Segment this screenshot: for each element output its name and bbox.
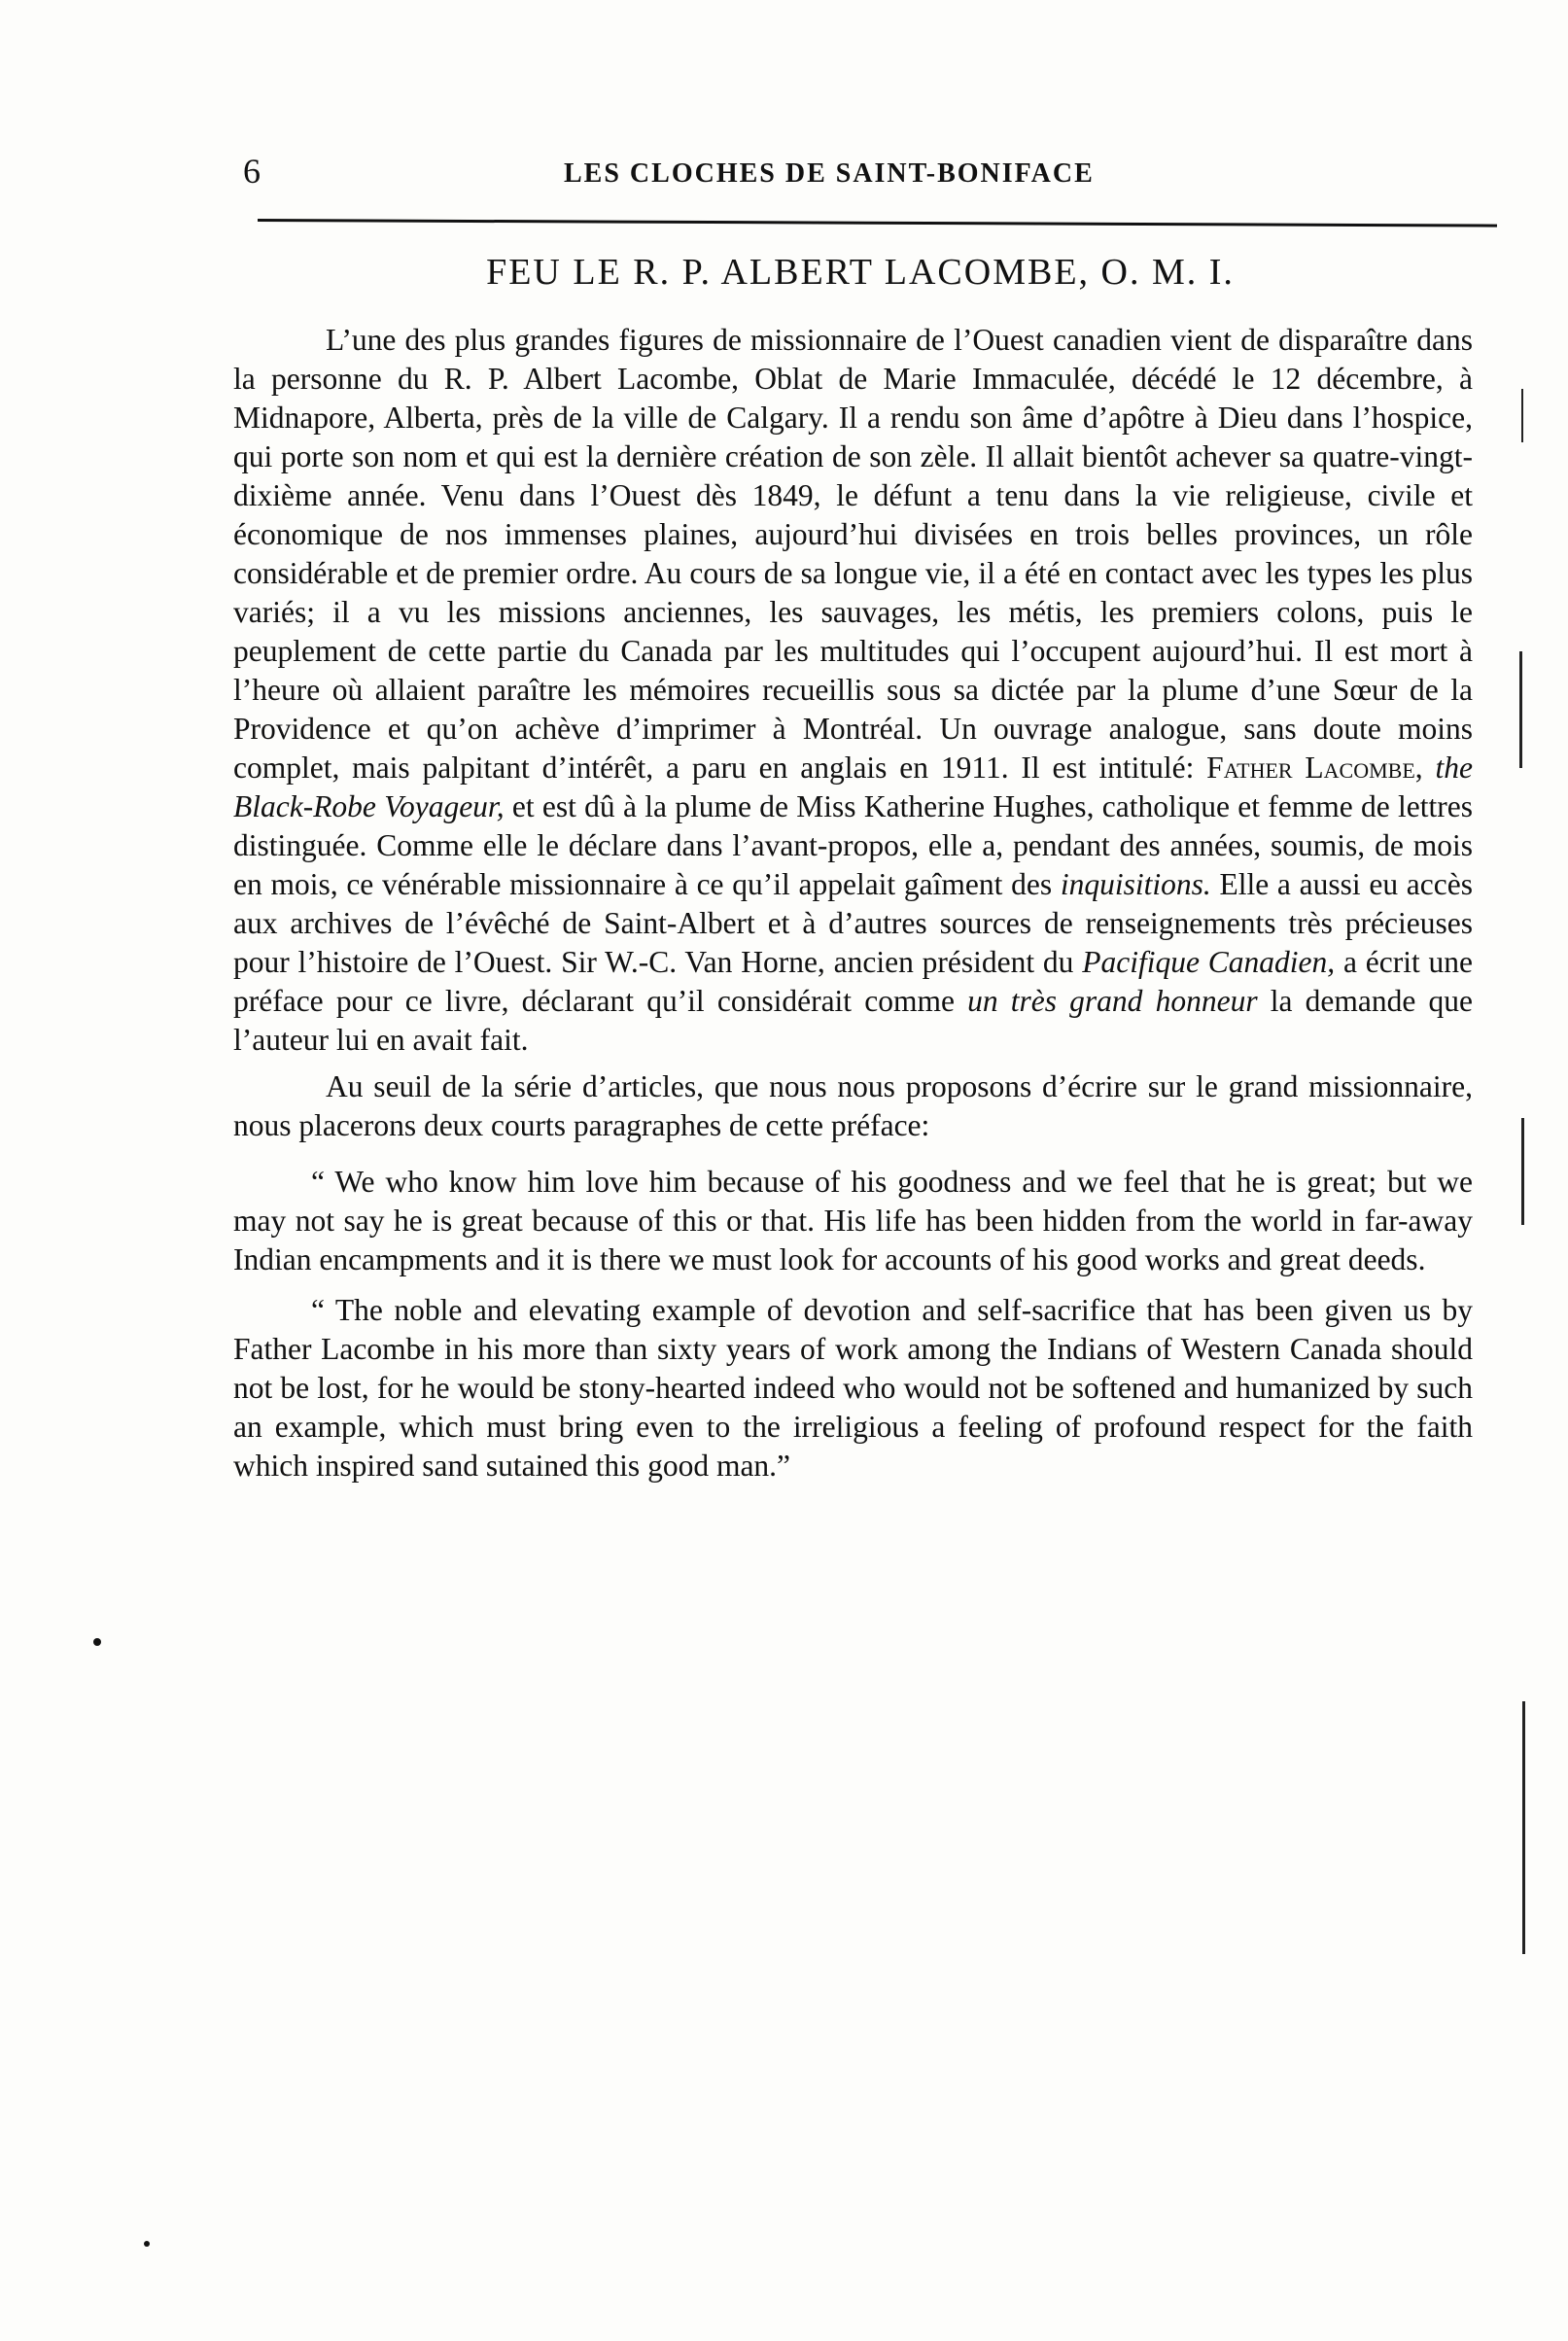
article-body [233,321,1473,1485]
italic-inquisitions: inquisitions. [1060,867,1211,901]
paragraph-1-text-d: a écrit une préface pour ce livre, déclarant qu’il considérait comme [233,945,1474,1018]
margin-dot [93,1638,101,1646]
header-rule [258,219,1497,227]
paragraph-1 [233,321,1473,1060]
margin-mark [1522,1701,1525,1954]
quote-paragraph-1: “ We who know him love him because of his goodness and we feel that he is great; but we may not say he is great because of this or that. His life has been hidden from the world in far-away Indian encampments and it is there we must look for accounts of his good works and great deeds. [233,1165,1473,1276]
margin-mark [1521,1118,1524,1225]
paragraph-1-text-b: et est dû à la plume de Miss Katherine Hughes, catholique et femme de lettres distinguée. Comme elle le déclare dans l’avant-propos, elle a, pendant des années, soumis, de mois en mois, ce vénérable missionnaire à ce qu’il appelait gaîment des [233,789,1473,901]
book-title-smallcaps: Father Lacombe, [1206,751,1423,785]
paragraph-1-text-a: L’une des plus grandes figures de missionnaire de l’Ouest canadien vient de disparaître dans la personne du R. P. Albert Lacombe, Oblat de Marie Immaculée, décédé le 12 décembre, à Midnapore, Alberta, près de la ville de Calgary. Il a rendu son âme d’apôtre à Dieu dans l’hospice, qui porte son nom et qui est la dernière création de son zèle. Il allait bientôt achever sa quatre-vingt-dixième année. Venu dans l’Ouest dès 1849, le défunt a tenu dans la vie religieuse, civile et économique de nos immenses plaines, aujourd’hui divisées en trois belles provinces, un rôle considérable et de premier ordre. Au cours de sa longue vie, il a été en contact avec les types les plus variés; il a vu les missions anciennes, les sauvages, les métis, les premiers colons, puis le peuplement de cette partie du Canada par les multitudes qui l’occupent aujourd’hui. Il est mort à l’heure où allaient paraître les mémoires recueillis sous sa dictée par la plume d’une Sœur de la Providence et qu’on achève d’imprimer à Montréal. Un ouvrage analogue, sans doute moins complet, mais palpitant d’intérêt, a paru en anglais en 1911. Il est intitulé: [233,323,1473,785]
quoted-preface [233,1163,1473,1485]
quote-paragraph-2: “ The noble and elevating example of devotion and self-sacrifice that has been given us by Father Lacombe in his more than sixty years of work among the Indians of Western Canada should not be lost, for he would be stony-hearted indeed who would not be softened and humanized by such an example, which must bring even to the irreligious a feeling of profound respect for the faith which inspired sand sutained this good man.” [233,1293,1473,1483]
italic-honneur: un très grand honneur [967,984,1258,1018]
running-title: LES CLOCHES DE SAINT-BONIFACE [564,158,1095,189]
margin-mark [1519,651,1522,768]
paragraph-2: Au seuil de la série d’articles, que nous nous proposons d’écrire sur le grand missionnaire, nous placerons deux courts paragraphes de cette préface: [233,1069,1473,1142]
margin-dot [144,2241,150,2247]
page-number: 6 [243,152,261,191]
article-title: FEU LE R. P. ALBERT LACOMBE, O. M. I. [486,252,1235,293]
paragraph-1-text-c: Elle a aussi eu accès aux archives de l’évêché de Saint-Albert et à d’autres sources de renseignements très précieuses pour l’histoire de l’Ouest. Sir W.-C. Van Horne, ancien président du [233,867,1473,979]
book-title-italic: the Black-Robe Voyageur, [233,751,1473,823]
margin-mark [1521,389,1523,442]
italic-pacifique: Pacifique Canadien, [1082,945,1336,979]
paragraph-1-text-e: la demande que l’auteur lui en avait fait. [233,984,1473,1057]
running-head [233,151,1487,209]
